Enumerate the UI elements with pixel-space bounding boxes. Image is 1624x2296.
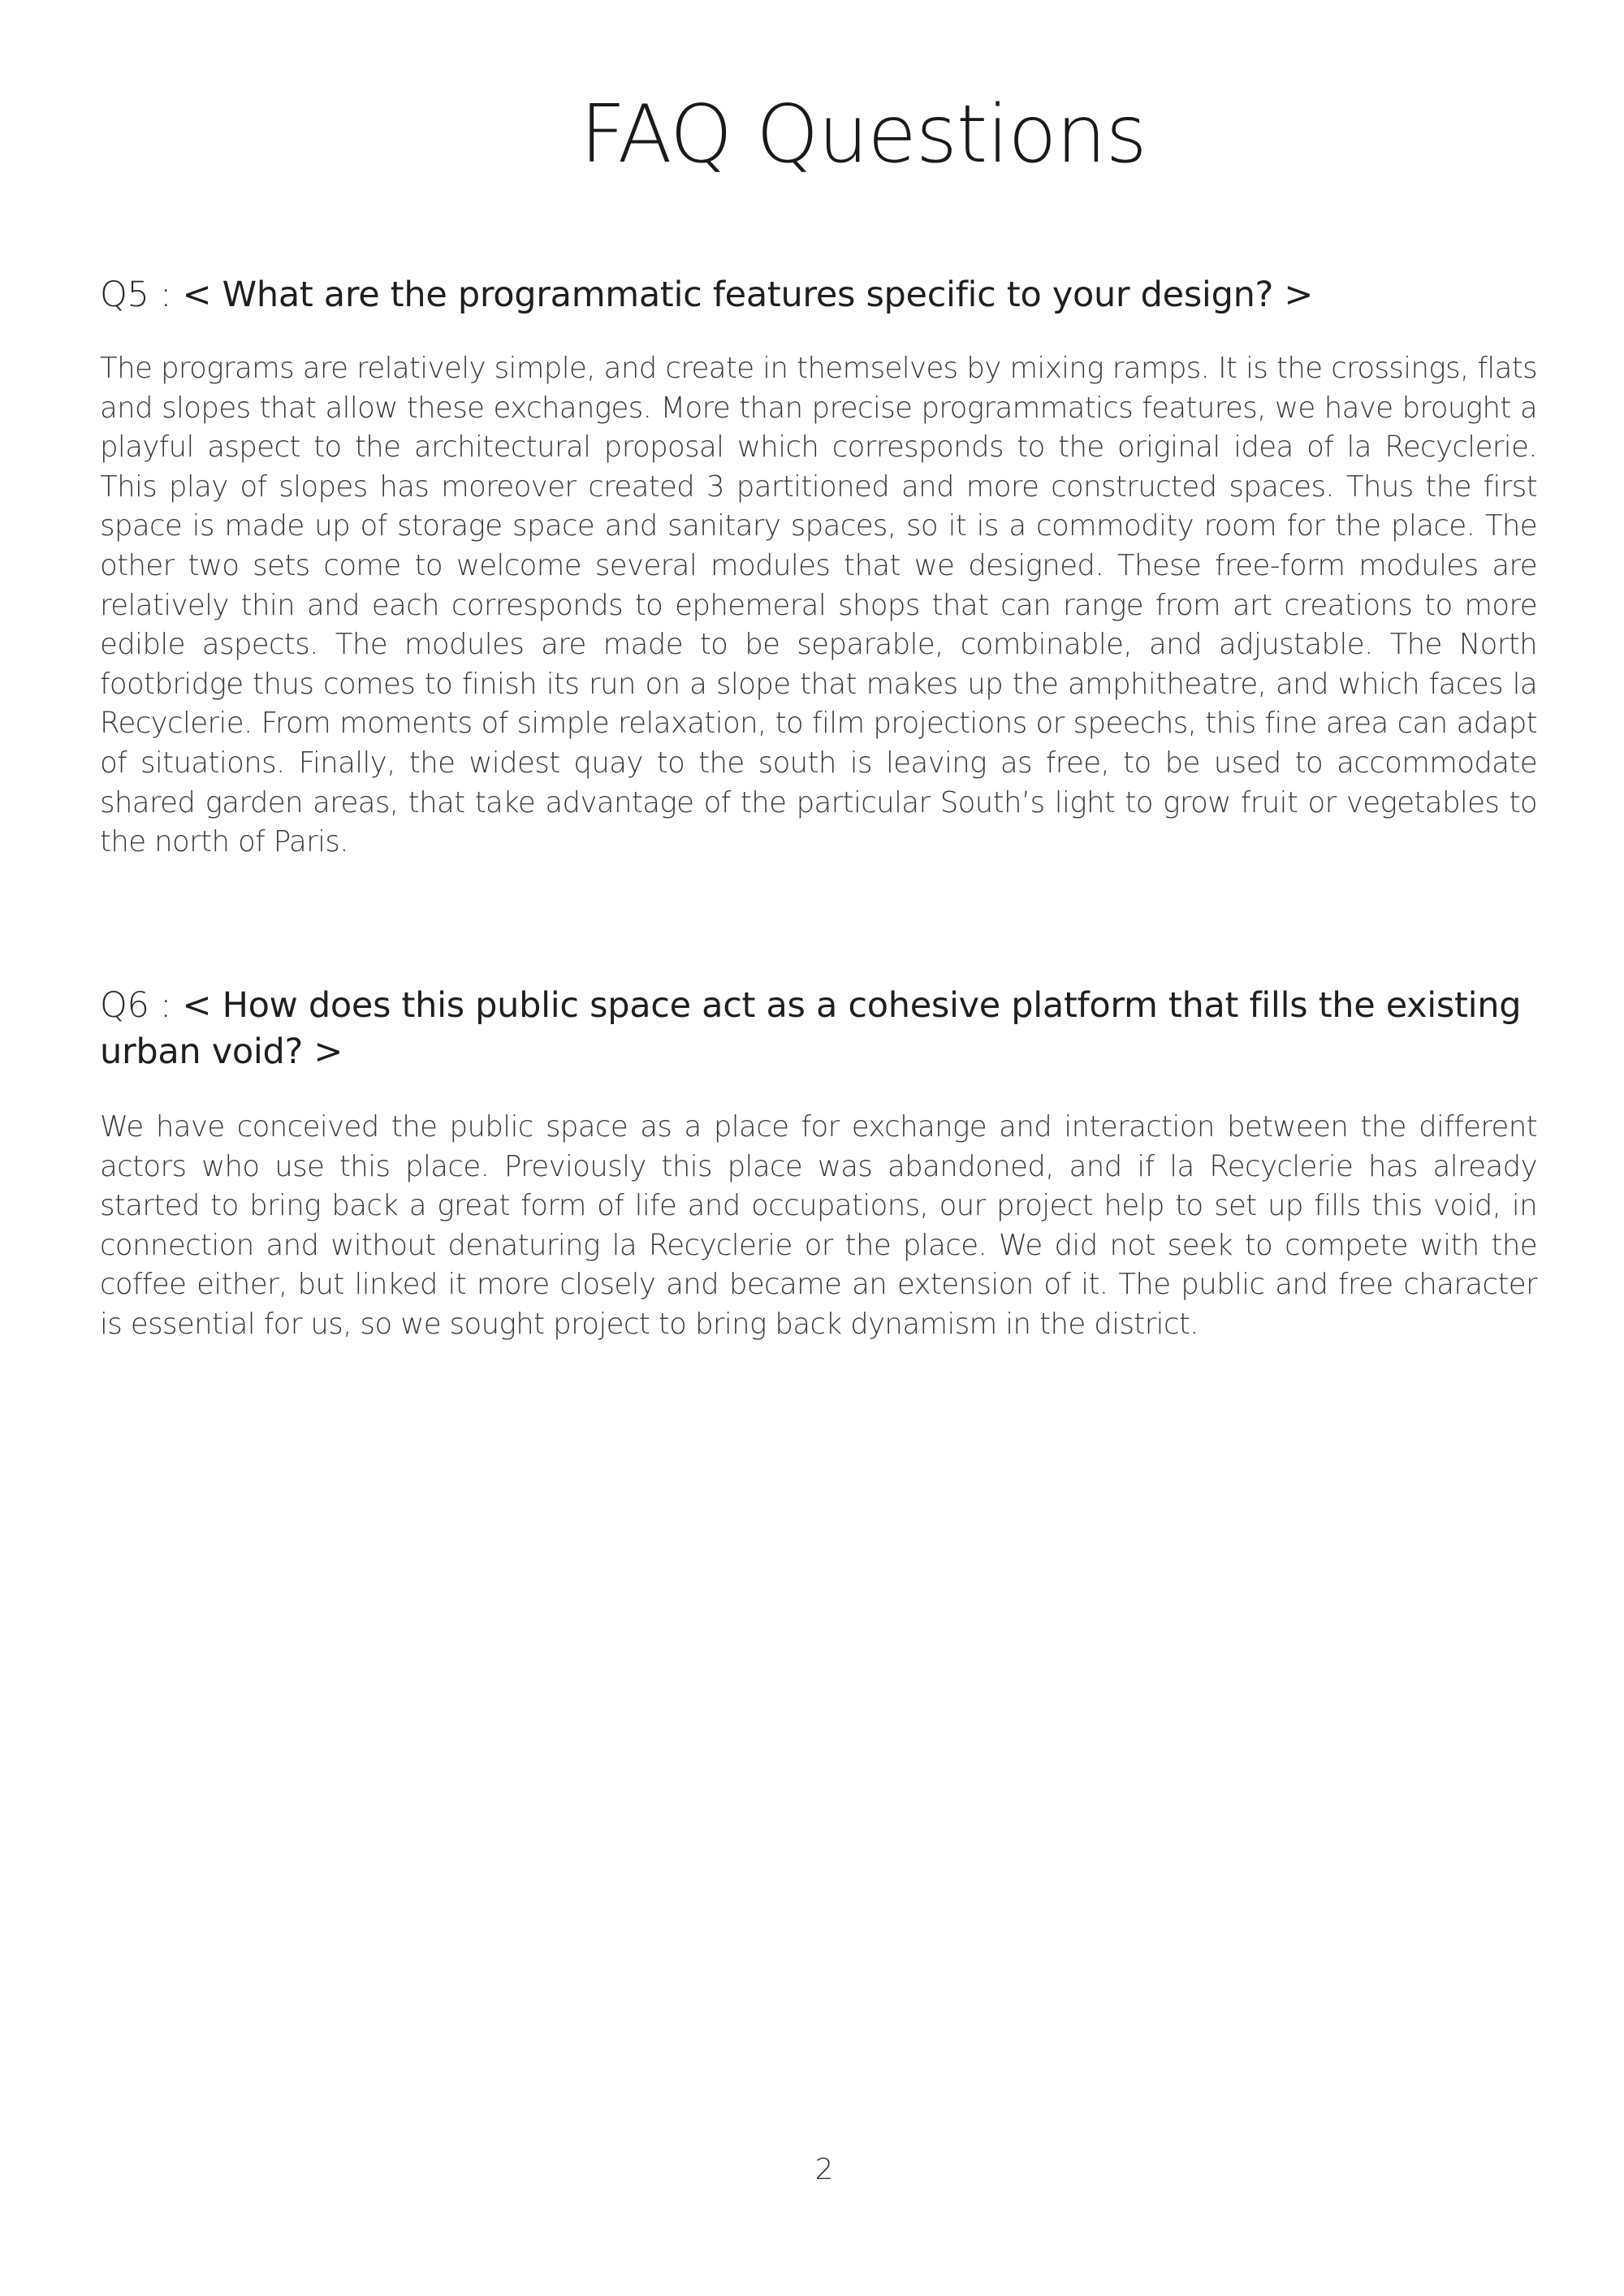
page-number: 2: [814, 2153, 834, 2186]
faq-answer: We have conceived the public space as a place for exchange and interaction between the different actors who use this place. Previously this place was abandoned, and if la Recyclerie has already started to bring back a great form of life and occupations, our project help to set up fills this void, in connection and without denaturing la Recyclerie or the place. We did not seek to compete with the coffee either, but linked it more closely and became an extension of it. The public and free character is essential for us, so we sought project to bring back dynamism in the district.: [100, 1110, 1537, 1341]
faq-item-q6: [100, 983, 1537, 1345]
faq-question: [100, 983, 1537, 1075]
question-text: < What are the programmatic features specific to your design? >: [182, 275, 1314, 315]
question-number: Q5 :: [100, 275, 172, 315]
page-title: FAQ Questions: [580, 89, 1147, 181]
question-text: < How does this public space act as a cohesive platform that fills the existing urban void? >: [100, 985, 1522, 1072]
faq-item-q5: [100, 272, 1537, 863]
faq-question: [100, 272, 1537, 318]
faq-answer: The programs are relatively simple, and create in themselves by mixing ramps. It is the crossings, flats and slopes that allow these exchanges. More than precise programmatics features, we have brought a playful aspect to the architectural proposal which corresponds to the original idea of la Recyclerie. This play of slopes has moreover created 3 partitioned and more constructed spaces. Thus the first space is made up of storage space and sanitary spaces, so it is a commodity room for the place. The other two sets come to welcome several modules that we designed. These free-form modules are relatively thin and each corresponds to ephemeral shops that can range from art creations to more edible aspects. The modules are made to be separable, combinable, and adjustable. The North footbridge thus comes to finish its run on a slope that makes up the amphitheatre, and which faces la Recyclerie. From moments of simple relaxation, to film projections or speechs, this fine area can adapt of situations. Finally, the widest quay to the south is leaving as free, to be used to accommodate shared garden areas, that take advantage of the particular South’s light to grow fruit or vegetables to the north of Paris.: [100, 352, 1537, 859]
question-number: Q6 :: [100, 985, 172, 1026]
